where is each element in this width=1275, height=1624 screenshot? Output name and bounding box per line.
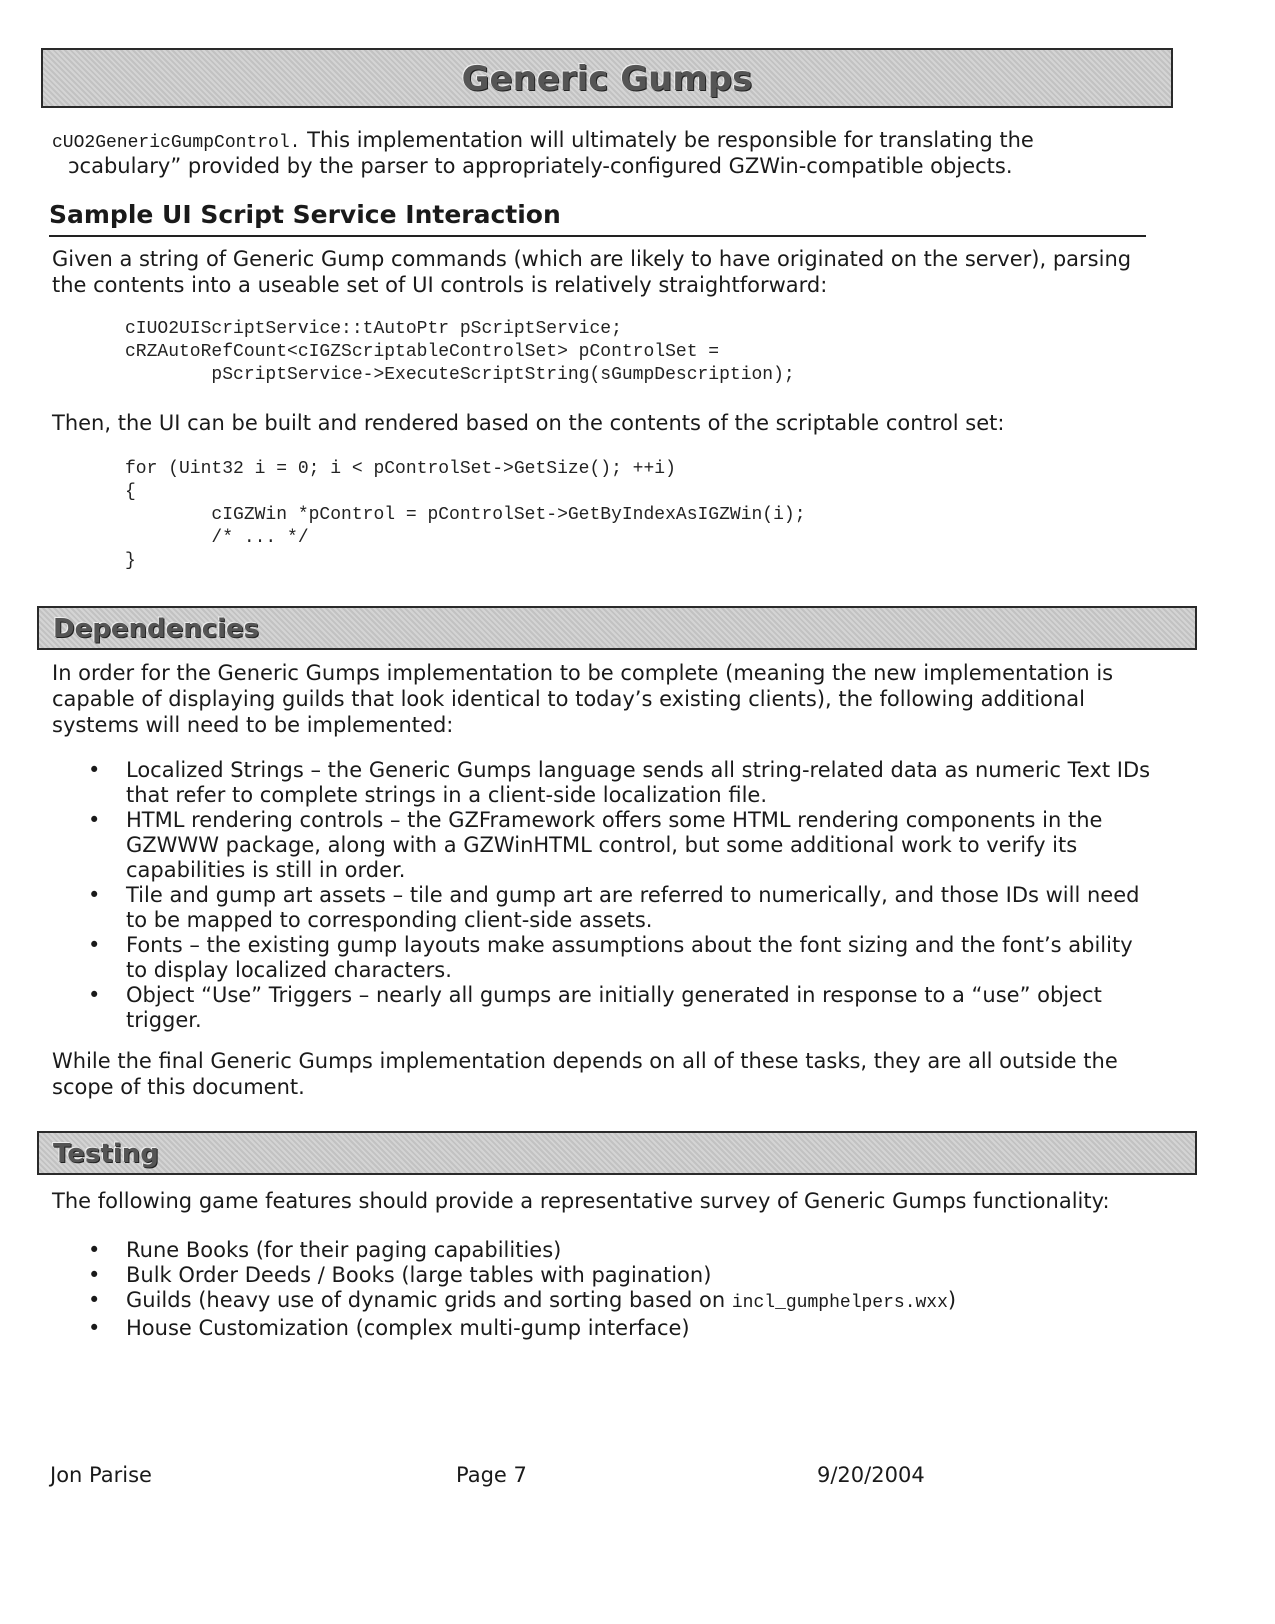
- code-line: pScriptService->ExecuteScriptString(sGumpDescription);: [125, 365, 795, 385]
- code-line: {: [125, 482, 136, 502]
- code-line: cRZAutoRefCount<cIGZScriptableControlSet> pControlSet =: [125, 342, 720, 362]
- list-item: • Tile and gump art assets – tile and gump art are referred to numerically, and those IDs will need to be mapped to corresponding client-side assets.: [52, 883, 1152, 933]
- code-line: }: [125, 551, 136, 571]
- testing-banner: [37, 1131, 1197, 1175]
- code-line: /* ... */: [125, 528, 309, 548]
- sample-paragraph-2: Then, the UI can be built and rendered based on the contents of the scriptable control set:: [52, 411, 1005, 435]
- testing-paragraph: The following game features should provide a representative survey of Generic Gumps functionality:: [52, 1189, 1110, 1213]
- dependencies-paragraph: In order for the Generic Gumps implementation to be complete (meaning the new implementation is capable of displaying guilds that look identical to today’s existing clients), the following additional systems will need to be implemented:: [52, 661, 1114, 737]
- dependencies-title: Dependencies: [53, 614, 260, 644]
- header-banner: [41, 48, 1173, 108]
- intro-code-term: cUO2GenericGumpControl.: [52, 133, 301, 153]
- list-item: • Localized Strings – the Generic Gumps language sends all string-related data as numeric Text IDs that refer to complete strings in a client-side localization file.: [52, 758, 1152, 808]
- guilds-text: Guilds (heavy use of dynamic grids and sorting based on: [126, 1288, 732, 1312]
- code-block-2: [125, 458, 806, 573]
- code-block-1: [125, 318, 795, 387]
- intro-line-2: ɔcabulary” provided by the parser to appropriately-configured GZWin-compatible objects.: [68, 154, 1013, 178]
- footer-author: Jon Parise: [50, 1463, 152, 1487]
- intro-line-1-text: This implementation will ultimately be responsible for translating the: [300, 128, 1034, 152]
- intro-line-1: [52, 127, 1202, 156]
- code-line: cIUO2UIScriptService::tAutoPtr pScriptService;: [125, 319, 622, 339]
- dependencies-closing: While the final Generic Gumps implementation depends on all of these tasks, they are all outside the scope of this document.: [52, 1049, 1118, 1099]
- dependencies-banner: [37, 606, 1197, 650]
- list-item: • House Customization (complex multi-gump interface): [52, 1316, 1152, 1341]
- list-item: [52, 1288, 1152, 1316]
- code-line: cIGZWin *pControl = pControlSet->GetByIndexAsIGZWin(i);: [125, 505, 806, 525]
- dependencies-list: [52, 758, 1152, 1033]
- guilds-end: ): [947, 1288, 957, 1312]
- testing-list: [52, 1238, 1152, 1341]
- list-item: • Rune Books (for their paging capabilities): [52, 1238, 1152, 1263]
- list-item: • Object “Use” Triggers – nearly all gumps are initially generated in response to a “use” object trigger.: [52, 983, 1152, 1033]
- list-item: • Fonts – the existing gump layouts make assumptions about the font sizing and the font’s ability to display localized characters.: [52, 933, 1152, 983]
- section-heading-sample: Sample UI Script Service Interaction: [49, 200, 1146, 237]
- footer-date: 9/20/2004: [817, 1463, 925, 1487]
- sample-paragraph: Given a string of Generic Gump commands (which are likely to have originated on the server), parsing the contents into a useable set of UI controls is relatively straightforward:: [52, 247, 1132, 297]
- guilds-code: incl_gumphelpers.wxx: [731, 1293, 948, 1313]
- footer-page-number: Page 7: [456, 1463, 527, 1487]
- list-item: • HTML rendering controls – the GZFramework offers some HTML rendering components in the GZWWW package, along with a GZWinHTML control, but some additional work to verify its capabilities is still in order.: [52, 808, 1152, 883]
- code-line: for (Uint32 i = 0; i < pControlSet->GetSize(); ++i): [125, 459, 676, 479]
- page-title: Generic Gumps: [461, 59, 753, 99]
- list-item: • Bulk Order Deeds / Books (large tables with pagination): [52, 1263, 1152, 1288]
- testing-title: Testing: [53, 1139, 159, 1169]
